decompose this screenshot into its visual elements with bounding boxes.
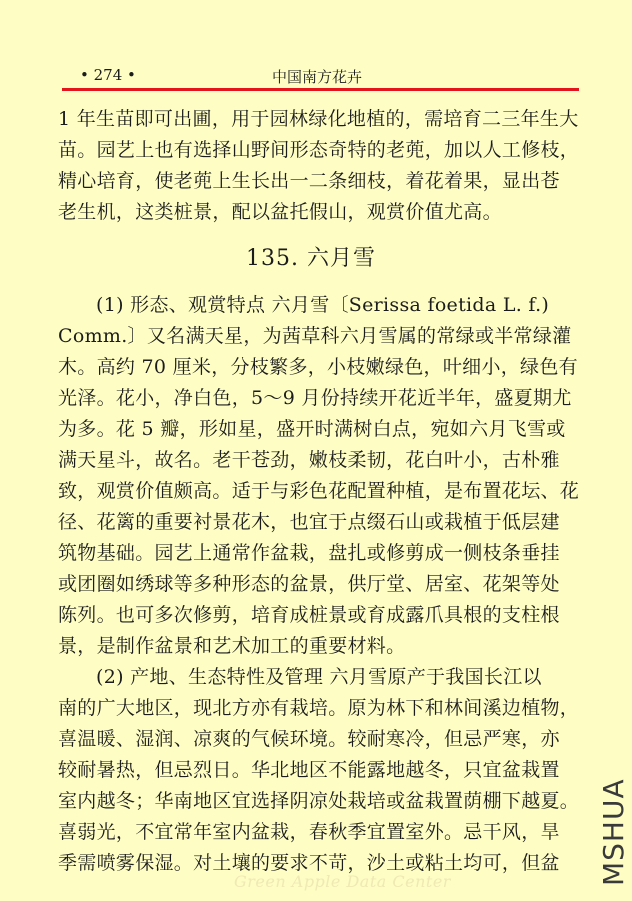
text-line: Comm.〕又名满天星，为茜草科六月雪属的常绿或半常绿灌 <box>58 325 572 347</box>
text-line: 南的广大地区，现北方亦有栽培。原为林下和林间溪边植物， <box>58 697 580 719</box>
text-line: 光泽。花小，净白色，5～9 月份持续开花近半年，盛夏期尤 <box>58 387 572 409</box>
body-text <box>58 104 580 879</box>
text-line: 径、花篱的重要衬景花木，也宜于点缀石山或栽植于低层建 <box>58 511 560 533</box>
text-line: 木。高约 70 厘米，分枝繁多，小枝嫩绿色，叶细小，绿色有 <box>58 356 578 378</box>
book-title: 中国南方花卉 <box>272 68 363 86</box>
text-line: 喜温暖、湿润、凉爽的气候环境。较耐寒冷，但忌严寒，亦 <box>58 728 560 750</box>
text-line: (1) 形态、观赏特点 六月雪〔Serissa foetida L. f.) <box>96 294 550 316</box>
text-line: 苗。园艺上也有选择山野间形态奇特的老蔸，加以人工修枝， <box>58 139 580 161</box>
text-line: 为多。花 5 瓣，形如星，盛开时满树白点，宛如六月飞雪或 <box>58 418 566 440</box>
text-line: 满天星斗，故名。老干苍劲，嫩枝柔韧，花白叶小，古朴雅 <box>58 449 560 471</box>
watermark-bottom: Green Apple Data Center <box>234 872 451 891</box>
header-divider <box>62 88 579 91</box>
text-line: 陈列。也可多次修剪，培育成桩景或育成露爪具根的支柱根 <box>58 604 560 626</box>
page-header <box>62 66 579 88</box>
text-line: 较耐暑热，但忌烈日。华北地区不能露地越冬，只宜盆栽置 <box>58 759 560 781</box>
text-line: (2) 产地、生态特性及管理 六月雪原产于我国长江以 <box>96 666 542 688</box>
text-line: 或团圈如绣球等多种形态的盆景，供厅堂、居室、花架等处 <box>58 573 560 595</box>
text-line: 筑物基础。园艺上通常作盆栽，盘扎或修剪成一侧枝条垂挂 <box>58 542 560 564</box>
text-line: 喜弱光，不宜常年室内盆栽，春秋季宜置室外。忌干风，旱 <box>58 821 560 843</box>
text-line: 景，是制作盆景和艺术加工的重要材料。 <box>58 635 406 657</box>
section-title: 135. 六月雪 <box>246 246 376 271</box>
text-line: 室内越冬；华南地区宜选择阴凉处栽培或盆栽置荫棚下越夏。 <box>58 790 580 812</box>
text-line: 1 年生苗即可出圃，用于园林绿化地植的，需培育二三年生大 <box>58 108 579 130</box>
text-line: 老生机，这类桩景，配以盆托假山，观赏价值尤高。 <box>58 201 502 223</box>
page-number: • 274 • <box>80 66 136 84</box>
text-line: 致，观赏价值颇高。适于与彩色花配置种植，是布置花坛、花 <box>58 480 580 502</box>
text-line: 精心培育，使老蔸上生长出一二条细枝，着花着果，显出苍 <box>58 170 560 192</box>
text-line: 季需喷雾保湿。对土壤的要求不苛，沙土或粘土均可，但盆 <box>58 852 560 874</box>
watermark-side: MSHUA <box>597 778 630 886</box>
